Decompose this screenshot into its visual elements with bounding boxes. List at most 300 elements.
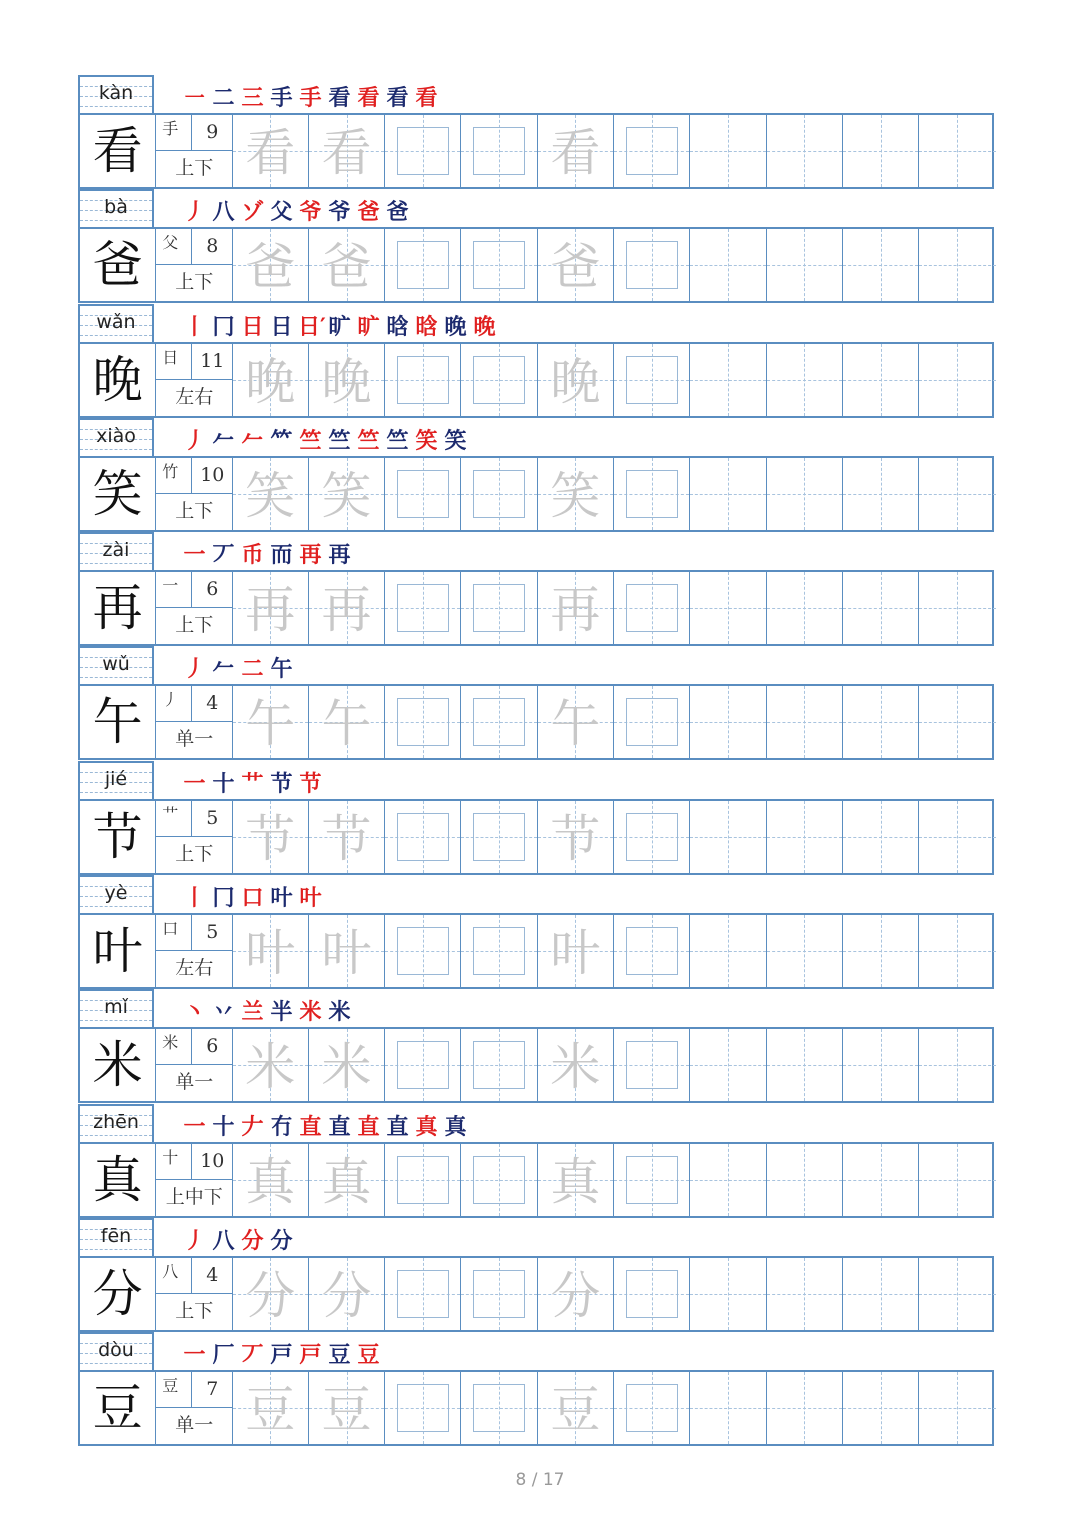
writing-grid [78, 799, 994, 875]
character-entry [78, 875, 994, 989]
stroke-order [182, 538, 352, 568]
guide-line [957, 801, 958, 873]
practice-cell[interactable] [690, 229, 766, 301]
stroke-step: 竺 [299, 427, 322, 454]
stroke-step: 币 [241, 542, 264, 569]
stroke-order [182, 1110, 468, 1140]
pinyin-text: zhēn [93, 1110, 139, 1133]
practice-cell[interactable] [919, 572, 995, 644]
practice-cell[interactable] [690, 458, 766, 530]
guide-line [881, 115, 882, 187]
pinyin-box [78, 646, 154, 684]
boxed-practice-cell[interactable] [461, 1372, 537, 1444]
stroke-step: 二 [212, 85, 235, 111]
practice-cell[interactable] [690, 686, 766, 758]
stroke-step: 晗 [386, 313, 409, 340]
structure: 上下 [175, 1299, 214, 1322]
boxed-practice-cell[interactable] [385, 1144, 461, 1216]
boxed-practice-cell[interactable] [614, 915, 690, 987]
trace-cell[interactable] [538, 572, 614, 644]
pinyin-text: bà [104, 196, 128, 219]
practice-cell[interactable] [767, 801, 843, 873]
boxed-practice-cell[interactable] [385, 915, 461, 987]
boxed-practice-cell[interactable] [385, 344, 461, 416]
model-character-cell [80, 572, 156, 644]
guide-line [957, 458, 958, 530]
stroke-order [182, 1338, 381, 1368]
stroke-step: 直 [299, 1113, 322, 1140]
trace-cell[interactable] [233, 1144, 309, 1216]
boxed-practice-cell[interactable] [461, 1258, 537, 1330]
trace-character: 豆 [321, 1381, 372, 1440]
stroke-step: 竺 [386, 427, 409, 454]
stroke-step: 三 [241, 85, 264, 111]
guide-line [804, 1372, 805, 1444]
trace-cell[interactable] [309, 915, 385, 987]
practice-cell[interactable] [919, 344, 995, 416]
writing-grid [78, 456, 994, 532]
stroke-step: 真 [444, 1113, 467, 1140]
practice-cell[interactable] [843, 1144, 919, 1216]
practice-cell[interactable] [767, 344, 843, 416]
stroke-step: 米 [299, 999, 322, 1026]
practice-cell[interactable] [767, 572, 843, 644]
practice-cell[interactable] [843, 458, 919, 530]
practice-cell[interactable] [767, 686, 843, 758]
trace-cell[interactable] [233, 458, 309, 530]
guide-line [728, 229, 729, 301]
radical: 竹 [156, 458, 192, 494]
radical: 父 [156, 229, 192, 265]
character-info [156, 229, 232, 301]
model-character: 真 [92, 1150, 143, 1209]
boxed-practice-cell[interactable] [614, 1258, 690, 1330]
stroke-step: 爷 [328, 199, 351, 226]
character-entry [78, 1332, 994, 1446]
pinyin-row [78, 1332, 994, 1370]
character-entry [78, 304, 994, 418]
character-info [156, 1372, 232, 1444]
radical: 八 [156, 1258, 192, 1294]
boxed-practice-cell[interactable] [385, 686, 461, 758]
guide-line [881, 686, 882, 758]
trace-character: 分 [245, 1266, 296, 1325]
stroke-step: 分 [241, 1227, 264, 1254]
boxed-practice-cell[interactable] [614, 458, 690, 530]
guide-line [881, 1372, 882, 1444]
trace-cell[interactable] [233, 572, 309, 644]
stroke-step: 看 [357, 85, 380, 111]
boxed-practice-cell[interactable] [461, 686, 537, 758]
trace-character: 叶 [245, 924, 296, 983]
inner-box [473, 470, 525, 518]
model-character-cell [80, 915, 156, 987]
practice-cell[interactable] [767, 1029, 843, 1101]
stroke-count: 11 [192, 344, 232, 380]
stroke-step: 十 [212, 1113, 235, 1140]
trace-cell[interactable] [309, 1258, 385, 1330]
pinyin-text: xiào [96, 424, 136, 447]
trace-character: 笑 [245, 466, 296, 525]
trace-cell[interactable] [538, 1144, 614, 1216]
practice-cell[interactable] [843, 115, 919, 187]
guide-line [80, 677, 152, 678]
inner-box [473, 241, 525, 289]
guide-line [957, 572, 958, 644]
boxed-practice-cell[interactable] [385, 801, 461, 873]
guide-line [728, 801, 729, 873]
stroke-step: 二 [241, 656, 264, 683]
guide-line [957, 1144, 958, 1216]
boxed-practice-cell[interactable] [385, 1372, 461, 1444]
guide-line [728, 1258, 729, 1330]
practice-cell[interactable] [919, 229, 995, 301]
practice-cell[interactable] [690, 572, 766, 644]
guide-line [957, 1258, 958, 1330]
trace-cell[interactable] [309, 1372, 385, 1444]
practice-cell[interactable] [843, 229, 919, 301]
practice-cell[interactable] [919, 115, 995, 187]
trace-character: 豆 [245, 1381, 296, 1440]
stroke-step: 半 [270, 999, 293, 1026]
inner-box [397, 1041, 449, 1089]
stroke-step: 𠂉 [241, 427, 264, 454]
practice-cell[interactable] [919, 1372, 995, 1444]
stroke-step: 丿 [183, 199, 206, 226]
trace-cell[interactable] [538, 915, 614, 987]
inner-box [397, 698, 449, 746]
model-character: 午 [92, 693, 143, 752]
practice-cell[interactable] [690, 1258, 766, 1330]
practice-cell[interactable] [919, 458, 995, 530]
pinyin-text: jié [104, 767, 128, 790]
inner-box [626, 698, 678, 746]
trace-character: 真 [550, 1152, 601, 1211]
trace-cell[interactable] [309, 572, 385, 644]
practice-cell[interactable] [843, 915, 919, 987]
stroke-step: 笑 [444, 427, 467, 454]
model-character: 分 [92, 1264, 143, 1323]
boxed-practice-cell[interactable] [461, 344, 537, 416]
pinyin-box [78, 1218, 154, 1256]
radical: 艹 [156, 801, 192, 837]
trace-cell[interactable] [233, 1258, 309, 1330]
boxed-practice-cell[interactable] [385, 115, 461, 187]
trace-character: 真 [245, 1152, 296, 1211]
practice-cell[interactable] [767, 458, 843, 530]
practice-cell[interactable] [767, 115, 843, 187]
radical: 丿 [156, 686, 192, 722]
trace-character: 午 [550, 695, 601, 754]
character-entry [78, 989, 994, 1103]
stroke-step: 晚 [473, 313, 496, 340]
writing-grid [78, 1027, 994, 1103]
practice-cell[interactable] [843, 1258, 919, 1330]
structure: 上下 [175, 157, 214, 179]
inner-box [397, 470, 449, 518]
stroke-step: 叶 [270, 885, 293, 912]
trace-cell[interactable] [538, 801, 614, 873]
stroke-step: 直 [386, 1113, 409, 1140]
practice-cell[interactable] [843, 572, 919, 644]
stroke-step: 米 [328, 999, 351, 1026]
trace-cell[interactable] [309, 1144, 385, 1216]
inner-box [626, 1384, 678, 1432]
trace-cell[interactable] [233, 1372, 309, 1444]
boxed-practice-cell[interactable] [385, 1029, 461, 1101]
trace-character: 爸 [321, 238, 372, 297]
structure: 上下 [175, 499, 214, 522]
stroke-step: 爸 [357, 199, 380, 226]
writing-grid [78, 1370, 994, 1446]
pinyin-text: fēn [100, 1224, 132, 1247]
practice-cell[interactable] [919, 1029, 995, 1101]
practice-cell[interactable] [843, 686, 919, 758]
character-entry [78, 189, 994, 303]
inner-box [397, 927, 449, 975]
stroke-step: 看 [415, 85, 438, 111]
stroke-step: 节 [270, 770, 293, 797]
boxed-practice-cell[interactable] [385, 1258, 461, 1330]
practice-cell[interactable] [690, 915, 766, 987]
stroke-step: 一 [183, 1342, 206, 1369]
boxed-practice-cell[interactable] [461, 1029, 537, 1101]
boxed-practice-cell[interactable] [461, 915, 537, 987]
inner-box [473, 1156, 525, 1204]
trace-cell[interactable] [233, 115, 309, 187]
trace-cell[interactable] [233, 801, 309, 873]
trace-character: 晚 [550, 352, 601, 411]
stroke-step: 丆 [241, 1342, 264, 1369]
trace-cell[interactable] [309, 458, 385, 530]
boxed-practice-cell[interactable] [614, 572, 690, 644]
stroke-step: 丿 [183, 656, 206, 683]
trace-cell[interactable] [309, 686, 385, 758]
practice-cell[interactable] [843, 344, 919, 416]
practice-cell[interactable] [690, 1029, 766, 1101]
boxed-practice-cell[interactable] [614, 229, 690, 301]
trace-cell[interactable] [309, 229, 385, 301]
character-info [156, 1029, 232, 1101]
guide-line [80, 220, 152, 221]
trace-character: 笑 [550, 466, 601, 525]
pinyin-row [78, 761, 994, 799]
trace-character: 再 [245, 581, 296, 640]
inner-box [397, 127, 449, 175]
boxed-practice-cell[interactable] [461, 801, 537, 873]
boxed-practice-cell[interactable] [614, 686, 690, 758]
pinyin-row [78, 989, 994, 1027]
boxed-practice-cell[interactable] [385, 229, 461, 301]
stroke-step: 爷 [299, 199, 322, 226]
guide-line [957, 1372, 958, 1444]
practice-cell[interactable] [767, 1258, 843, 1330]
pinyin-text: wǎn [96, 310, 136, 333]
practice-sheet [78, 75, 994, 1447]
pinyin-row [78, 646, 994, 684]
trace-cell[interactable] [233, 1029, 309, 1101]
stroke-step: 手 [270, 85, 293, 111]
trace-cell[interactable] [233, 344, 309, 416]
trace-cell[interactable] [309, 344, 385, 416]
stroke-step: 豆 [328, 1342, 351, 1369]
boxed-practice-cell[interactable] [385, 572, 461, 644]
inner-box [397, 241, 449, 289]
practice-cell[interactable] [843, 1372, 919, 1444]
guide-line [80, 1135, 152, 1136]
model-character: 笑 [92, 464, 143, 523]
boxed-practice-cell[interactable] [614, 115, 690, 187]
practice-cell[interactable] [919, 915, 995, 987]
stroke-step: 一 [183, 1113, 206, 1140]
boxed-practice-cell[interactable] [614, 344, 690, 416]
practice-cell[interactable] [919, 686, 995, 758]
trace-character: 分 [321, 1266, 372, 1325]
structure: 左右 [175, 385, 214, 408]
trace-cell[interactable] [538, 1258, 614, 1330]
pinyin-row [78, 1218, 994, 1256]
character-info [156, 458, 232, 530]
stroke-step: 再 [299, 542, 322, 569]
stroke-step: 丨 [183, 313, 206, 340]
structure: 上中下 [165, 1185, 223, 1208]
practice-cell[interactable] [843, 801, 919, 873]
stroke-step: 父 [270, 199, 293, 226]
character-entry [78, 418, 994, 532]
pinyin-text: dòu [98, 1339, 134, 1362]
practice-cell[interactable] [690, 801, 766, 873]
guide-line [957, 915, 958, 987]
pinyin-row [78, 418, 994, 456]
stroke-count: 10 [192, 1144, 232, 1180]
boxed-practice-cell[interactable] [614, 1029, 690, 1101]
guide-line [957, 1029, 958, 1101]
practice-cell[interactable] [690, 1144, 766, 1216]
model-character: 节 [92, 807, 143, 866]
trace-cell[interactable] [309, 1029, 385, 1101]
guide-line [881, 1258, 882, 1330]
stroke-count: 9 [192, 115, 232, 151]
boxed-practice-cell[interactable] [614, 1372, 690, 1444]
trace-cell[interactable] [233, 229, 309, 301]
stroke-step: 竺 [328, 427, 351, 454]
trace-character: 节 [321, 809, 372, 868]
trace-character: 晚 [321, 352, 372, 411]
practice-cell[interactable] [919, 801, 995, 873]
trace-cell[interactable] [538, 686, 614, 758]
practice-cell[interactable] [843, 1029, 919, 1101]
boxed-practice-cell[interactable] [461, 115, 537, 187]
practice-cell[interactable] [690, 344, 766, 416]
model-character-cell [80, 686, 156, 758]
pinyin-box [78, 75, 154, 113]
stroke-order [182, 195, 410, 225]
trace-cell[interactable] [538, 344, 614, 416]
stroke-step: 𠂉 [212, 656, 235, 683]
trace-cell[interactable] [233, 686, 309, 758]
radical: 日 [156, 344, 192, 380]
stroke-step: 冇 [270, 1113, 293, 1140]
stroke-step: 丿 [183, 427, 206, 454]
inner-box [626, 813, 678, 861]
trace-cell[interactable] [538, 115, 614, 187]
practice-cell[interactable] [690, 1372, 766, 1444]
stroke-step: 旷 [357, 313, 380, 340]
model-character-cell [80, 1372, 156, 1444]
stroke-step: 旷 [328, 313, 351, 340]
guide-line [881, 458, 882, 530]
stroke-step: 豆 [357, 1342, 380, 1369]
trace-character: 叶 [550, 924, 601, 983]
stroke-step: 日 [270, 313, 293, 340]
structure: 单一 [175, 1414, 214, 1437]
stroke-step: 艹 [241, 770, 264, 797]
stroke-step: 爸 [386, 199, 409, 226]
pinyin-box [78, 418, 154, 456]
trace-character: 午 [245, 695, 296, 754]
inner-box [397, 813, 449, 861]
stroke-count: 6 [192, 1029, 232, 1065]
structure: 上下 [175, 614, 214, 637]
trace-character: 米 [550, 1038, 601, 1097]
trace-cell[interactable] [309, 801, 385, 873]
stroke-count: 5 [192, 915, 232, 951]
guide-line [80, 106, 152, 107]
stroke-count: 8 [192, 229, 232, 265]
boxed-practice-cell[interactable] [385, 458, 461, 530]
stroke-step: 手 [299, 85, 322, 111]
stroke-count: 4 [192, 1258, 232, 1294]
stroke-step: 叶 [299, 885, 322, 912]
boxed-practice-cell[interactable] [461, 229, 537, 301]
stroke-step: 冂 [212, 313, 235, 340]
stroke-step: 而 [270, 542, 293, 569]
trace-cell[interactable] [233, 915, 309, 987]
practice-cell[interactable] [919, 1144, 995, 1216]
trace-cell[interactable] [538, 458, 614, 530]
boxed-practice-cell[interactable] [461, 458, 537, 530]
trace-cell[interactable] [538, 1372, 614, 1444]
boxed-practice-cell[interactable] [614, 1144, 690, 1216]
boxed-practice-cell[interactable] [614, 801, 690, 873]
stroke-step: 晚 [444, 313, 467, 340]
stroke-order [182, 81, 439, 111]
model-character-cell [80, 229, 156, 301]
guide-line [804, 915, 805, 987]
trace-cell[interactable] [538, 229, 614, 301]
radical: 十 [156, 1144, 192, 1180]
stroke-step: 丆 [212, 542, 235, 569]
practice-cell[interactable] [767, 1144, 843, 1216]
practice-cell[interactable] [767, 229, 843, 301]
guide-line [881, 1144, 882, 1216]
practice-cell[interactable] [919, 1258, 995, 1330]
boxed-practice-cell[interactable] [461, 1144, 537, 1216]
practice-cell[interactable] [767, 1372, 843, 1444]
trace-cell[interactable] [538, 1029, 614, 1101]
model-character-cell [80, 1144, 156, 1216]
practice-cell[interactable] [690, 115, 766, 187]
inner-box [473, 927, 525, 975]
stroke-step: 直 [328, 1113, 351, 1140]
radical: 手 [156, 115, 192, 151]
guide-line [728, 1144, 729, 1216]
stroke-order [182, 881, 323, 911]
boxed-practice-cell[interactable] [461, 572, 537, 644]
practice-cell[interactable] [767, 915, 843, 987]
trace-character: 再 [321, 581, 372, 640]
trace-cell[interactable] [309, 115, 385, 187]
